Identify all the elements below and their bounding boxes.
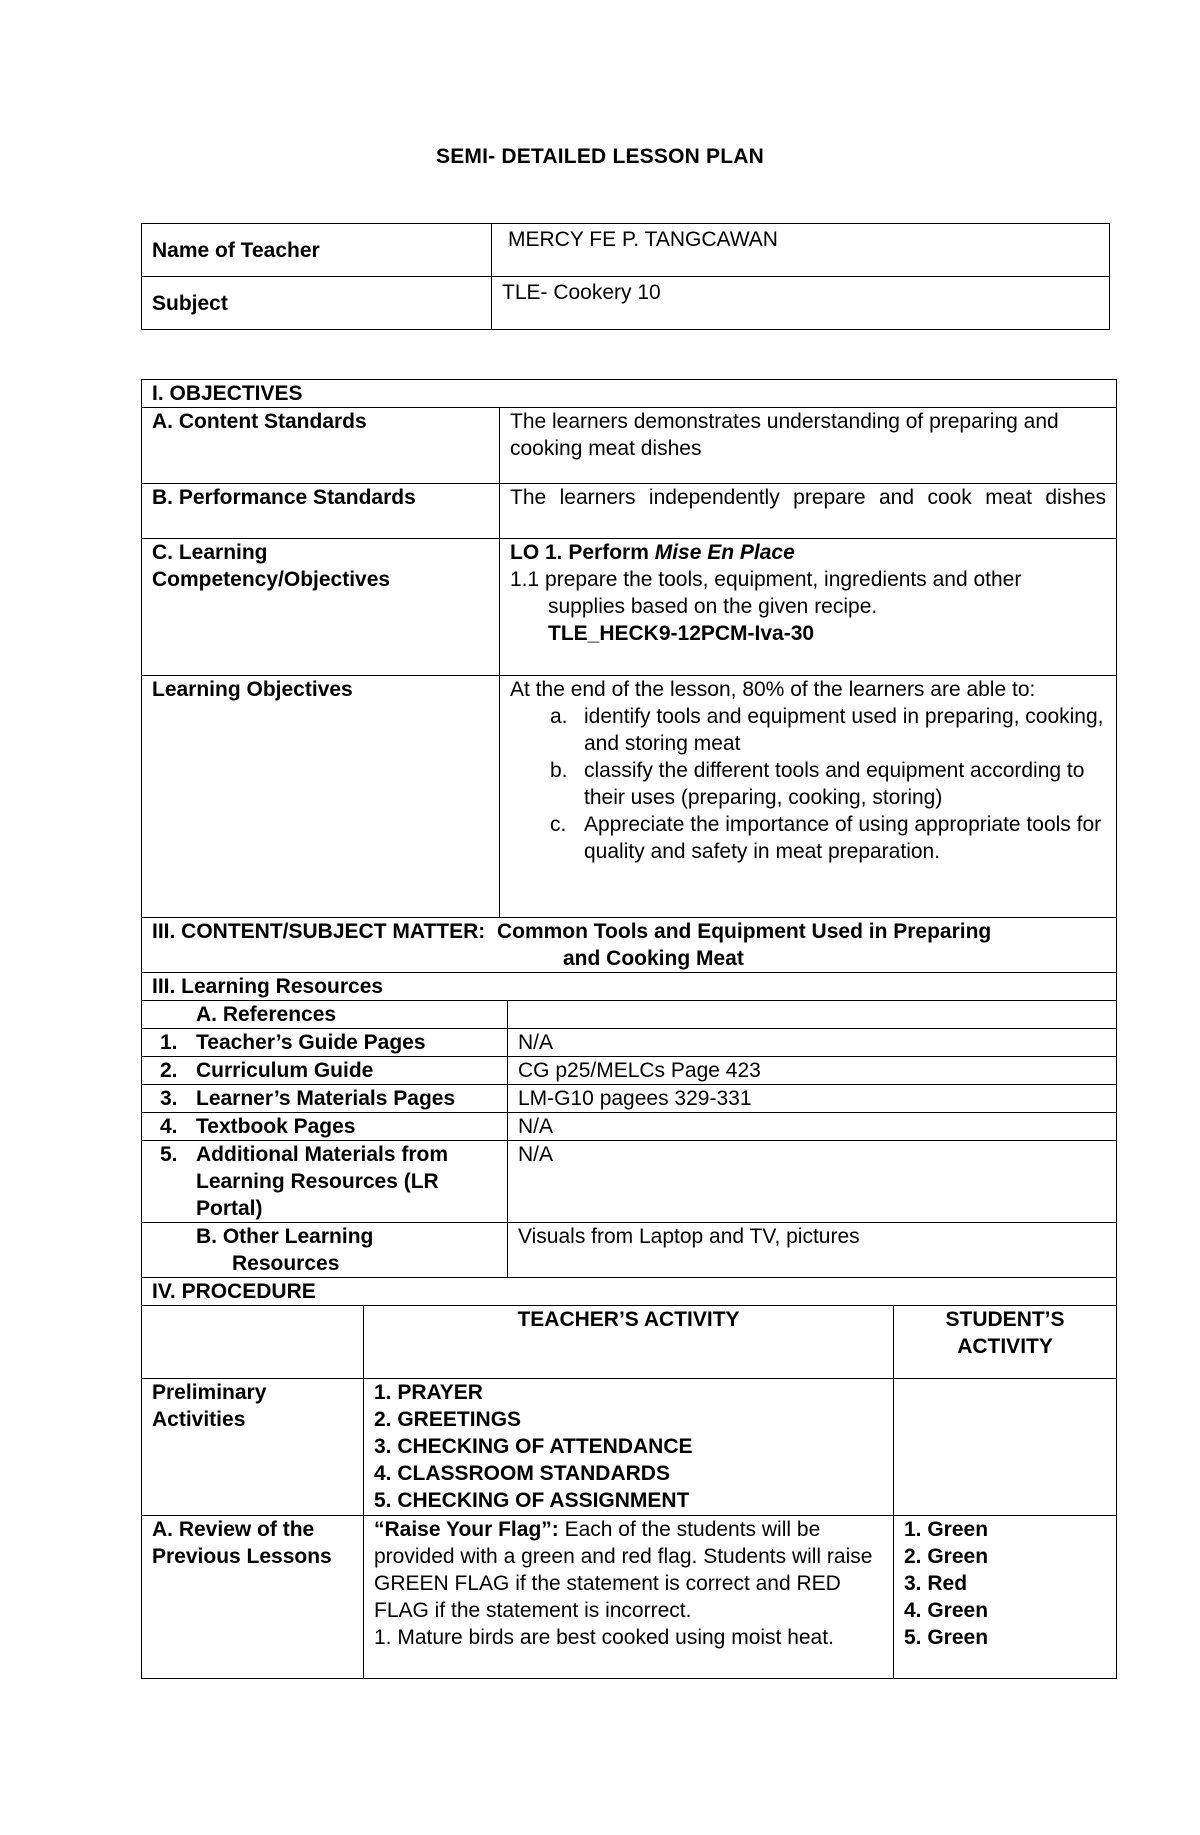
competency-label-line2: Competency/Objectives [152, 568, 391, 591]
lo-item: 1.1 prepare the tools, equipment, ingredients and other [510, 568, 1022, 591]
lesson-plan-table [141, 379, 1117, 1679]
review-answers [894, 1516, 1117, 1679]
resource-row-2 [142, 1057, 1117, 1085]
answer-item: 4. Green [904, 1599, 989, 1622]
objectives-heading: I. OBJECTIVES [142, 380, 1117, 408]
resource-label: 3. Learner’s Materials Pages [142, 1085, 508, 1113]
resource-value: LM-G10 pagees 329-331 [508, 1085, 1117, 1113]
teacher-info-table [141, 223, 1110, 330]
preliminary-item: 5. CHECKING OF ASSIGNMENT [374, 1489, 690, 1512]
student-activity-header: STUDENT’S ACTIVITY [894, 1306, 1117, 1379]
other-resources-row [142, 1223, 1117, 1278]
teacher-row [142, 224, 1110, 277]
answer-item: 1. Green [904, 1518, 989, 1541]
resource-value: N/A [508, 1029, 1117, 1057]
resources-heading-row [142, 973, 1117, 1001]
preliminary-student [894, 1379, 1117, 1516]
objective-mark: c. [550, 813, 567, 836]
resource-value: N/A [508, 1113, 1117, 1141]
resource-row-1 [142, 1029, 1117, 1057]
resource-label: 4. Textbook Pages [142, 1113, 508, 1141]
lo-code: TLE_HECK9-12PCM-Iva-30 [548, 622, 815, 645]
resource-label: 1. Teacher’s Guide Pages [142, 1029, 508, 1057]
resource-row-5 [142, 1141, 1117, 1223]
competency-value [500, 539, 1117, 676]
lo-item-cont: supplies based on the given recipe. [548, 595, 878, 618]
content-value-line1: Common Tools and Equipment Used in Preparing [496, 920, 992, 943]
review-activity [364, 1516, 894, 1679]
procedure-heading: IV. PROCEDURE [142, 1278, 1117, 1306]
resource-value: N/A [508, 1141, 1117, 1223]
other-resources-label: B. Other Learning Resources [142, 1223, 508, 1278]
references-row [142, 1001, 1117, 1029]
lo-prefix: LO 1. Perform [510, 541, 655, 564]
resource-label: 5. Additional Materials from Learning Resources (LR Portal) [142, 1141, 508, 1223]
performance-standards-row [142, 484, 1117, 539]
content-subject-matter [142, 918, 1117, 973]
review-statement: 1. Mature birds are best cooked using moist heat. [374, 1626, 834, 1649]
preliminary-item: 3. CHECKING OF ATTENDANCE [374, 1435, 693, 1458]
content-row [142, 918, 1117, 973]
other-resources-value: Visuals from Laptop and TV, pictures [508, 1223, 1117, 1278]
references-label: A. References [142, 1001, 508, 1029]
learning-objectives-label: Learning Objectives [142, 676, 500, 918]
resource-row-4 [142, 1113, 1117, 1141]
review-title: “Raise Your Flag”: [374, 1518, 559, 1541]
learning-objectives-value [500, 676, 1117, 918]
learning-objectives-intro: At the end of the lesson, 80% of the learners are able to: [510, 678, 1036, 701]
lo-mise-en-place: Mise En Place [654, 541, 795, 564]
performance-standards-value [500, 484, 1117, 539]
preliminary-activities [364, 1379, 894, 1516]
document-title: SEMI- DETAILED LESSON PLAN [436, 145, 764, 168]
teacher-label: Name of Teacher [142, 224, 492, 277]
content-standards-value: The learners demonstrates understanding of preparing and cooking meat dishes [500, 408, 1117, 484]
preliminary-item: 4. CLASSROOM STANDARDS [374, 1462, 670, 1485]
objective-text: classify the different tools and equipment according to their uses (preparing, cooking, storing) [584, 759, 1085, 809]
subject-label: Subject [142, 277, 492, 330]
objectives-heading-row [142, 380, 1117, 408]
performance-standards-label: B. Performance Standards [142, 484, 500, 539]
preliminary-item: 1. PRAYER [374, 1381, 483, 1404]
preliminary-label: Preliminary Activities [142, 1379, 364, 1516]
preliminary-item: 2. GREETINGS [374, 1408, 522, 1431]
review-label: A. Review of the Previous Lessons [142, 1516, 364, 1679]
competency-row [142, 539, 1117, 676]
resource-row-3 [142, 1085, 1117, 1113]
content-standards-label: A. Content Standards [142, 408, 500, 484]
objective-item-c [550, 811, 1106, 865]
answer-item: 5. Green [904, 1626, 989, 1649]
procedure-heading-row [142, 1278, 1117, 1306]
subject-row [142, 277, 1110, 330]
objective-mark: b. [550, 759, 568, 782]
preliminary-row [142, 1379, 1117, 1516]
answer-item: 2. Green [904, 1545, 989, 1568]
procedure-columns-row [142, 1306, 1117, 1379]
learning-outcome [510, 539, 1106, 566]
procedure-blank-cell [142, 1306, 364, 1379]
review-instructions [374, 1516, 883, 1624]
objective-mark: a. [550, 705, 568, 728]
review-text: Each of the students will be provided with a green and red flag. Students will raise GREEN FLAG if the statement is correct and RED FLAG if the statement is incorrect. [374, 1518, 873, 1622]
resource-label: 2. Curriculum Guide [142, 1057, 508, 1085]
learning-objectives-row [142, 676, 1117, 918]
subject-value: TLE- Cookery 10 [492, 277, 1110, 330]
performance-standards-text: The learners independently prepare and cook meat dishes [510, 486, 1107, 509]
teacher-activity-header: TEACHER’S ACTIVITY [364, 1306, 894, 1379]
resources-heading: III. Learning Resources [142, 973, 1117, 1001]
competency-label [142, 539, 500, 676]
content-standards-row [142, 408, 1117, 484]
resource-value: CG p25/MELCs Page 423 [508, 1057, 1117, 1085]
teacher-name: MERCY FE P. TANGCAWAN [492, 224, 1110, 277]
answer-item: 3. Red [904, 1572, 968, 1595]
objective-text: Appreciate the importance of using appropriate tools for quality and safety in meat preparation. [584, 813, 1102, 863]
competency-label-line1: C. Learning [152, 541, 268, 564]
content-value-line2: and Cooking Meat [563, 947, 744, 970]
references-value [508, 1001, 1117, 1029]
review-row [142, 1516, 1117, 1679]
content-label: III. CONTENT/SUBJECT MATTER: [152, 920, 486, 943]
objective-item-b [550, 757, 1106, 811]
objective-text: identify tools and equipment used in preparing, cooking, and storing meat [584, 705, 1104, 755]
objective-item-a [550, 703, 1106, 757]
